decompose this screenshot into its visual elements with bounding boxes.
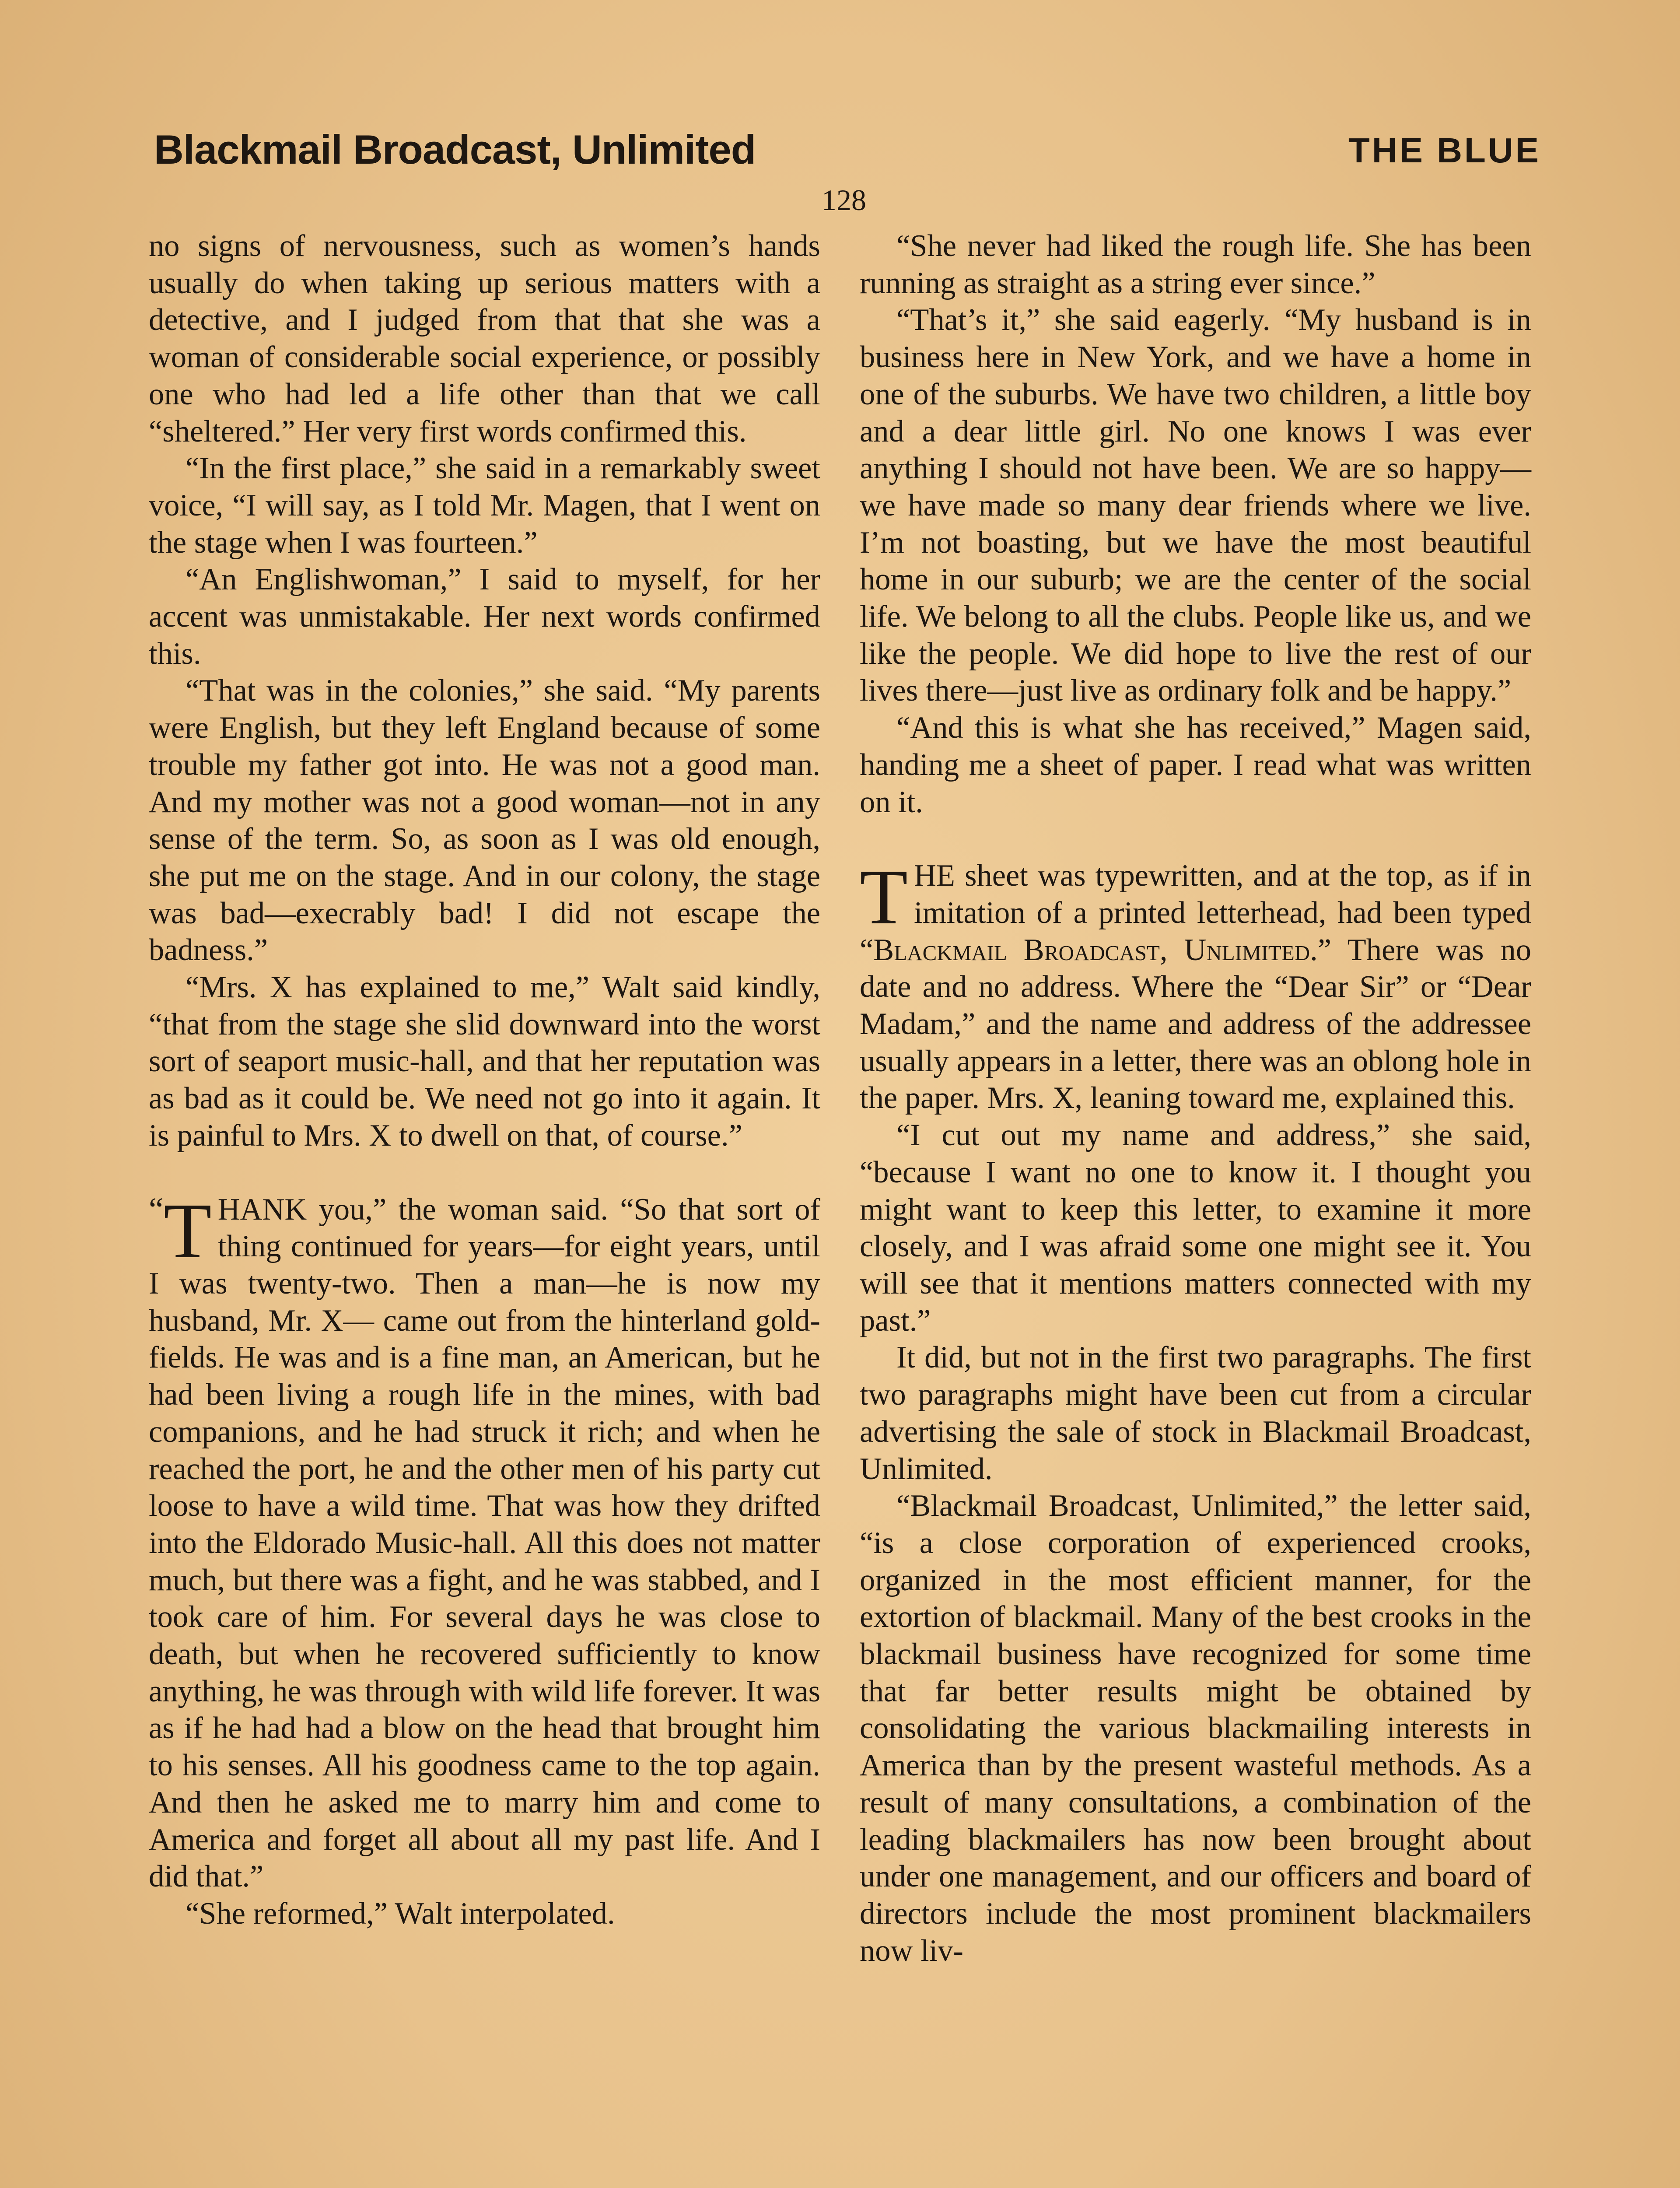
paragraph: “She never had liked the rough life. She has been running as straight as a string ever since.” xyxy=(860,229,1531,300)
opening-quote: “ xyxy=(149,1191,164,1228)
paragraph-text: ” There was no date and no address. Where the “Dear Sir” or “Dear Madam,” and the name and address of the addressee usually appears in a letter, there was an oblong hole in the paper. Mrs. X, leaning toward me, explained this. xyxy=(860,933,1531,1115)
lead-in-caps: HE xyxy=(914,859,955,893)
drop-cap: T xyxy=(163,1187,212,1274)
left-column xyxy=(149,228,820,1932)
section-paragraph xyxy=(149,1187,820,1895)
drop-cap: T xyxy=(860,853,908,941)
paragraph: “An Englishwoman,” I said to myself, for her accent was unmistakable. Her next words confirmed this. xyxy=(149,562,820,671)
paragraph: “In the first place,” she said in a remarkably sweet voice, “I will say, as I told Mr. Magen, that I went on the stage when I was fourteen.” xyxy=(149,451,820,560)
paragraph: “That was in the colonies,” she said. “My parents were English, but they left England because of some trouble my father got into. He was not a good man. And my mother was not a good woman—not in any sense of the term. So, as soon as I was old enough, she put me on the stage. And in our colony, the stage was bad—execrably bad! I did not escape the badness.” xyxy=(149,673,820,968)
paragraph: “I cut out my name and address,” she said, “because I want no one to know it. I thought you might want to keep this letter, to examine it more closely, and I was afraid some one might see it. You will see that it mentions matters connected with my past.” xyxy=(860,1118,1531,1338)
lead-in-caps: HANK xyxy=(217,1192,307,1227)
paragraph-text: sheet was typewritten, and at the top, as if in imitation of a printed letterhead, had been typed “ xyxy=(860,859,1531,967)
page-number: 128 xyxy=(822,183,866,217)
paragraph: “Mrs. X has explained to me,” Walt said kindly, “that from the stage she slid downward into the worst sort of seaport music-hall, and that her reputation was as bad as it could be. We need not go into it again. It is painful to Mrs. X to dwell on that, of course.” xyxy=(149,970,820,1153)
magazine-name: THE BLUE xyxy=(1348,131,1541,170)
letterhead-name: Blackmail Broadcast, Unlimited. xyxy=(873,933,1318,967)
right-column xyxy=(860,228,1531,1969)
paragraph: “She reformed,” Walt interpolated. xyxy=(186,1896,615,1931)
paragraph: It did, but not in the first two paragraphs. The first two paragraphs might have been cut from a circular advertising the sale of stock in Blackmail Broadcast, Unlimited. xyxy=(860,1340,1531,1486)
section-paragraph xyxy=(860,853,1531,1117)
paragraph: “And this is what she has received,” Magen said, handing me a sheet of paper. I read what was written on it. xyxy=(860,711,1531,819)
running-title: Blackmail Broadcast, Unlimited xyxy=(154,126,756,172)
paragraph-text: you,” the woman said. “So that sort of thing continued for years—for eight years, until I was twenty-two. Then a man—he is now my husband, Mr. X— came out from the hinterland gold-fields. He was and is a fine man, an American, but he had been living a rough life in the mines, with bad companions, and he had struck it rich; and when he reached the port, he and the other men of his party cut loose to have a wild time. That was how they drifted into the Eldorado Music-hall. All this does not matter much, but there was a fight, and he was stabbed, and I took care of him. For several days he was close to death, but when he recovered sufficiently to know anything, he was through with wild life forever. It was as if he had had a blow on the head that brought him to his senses. All his goodness came to the top again. And then he asked me to marry him and come to America and forget all about all my past life. And I did that.” xyxy=(149,1192,820,1894)
paragraph: “That’s it,” she said eagerly. “My husband is in business here in New York, and we have a home in one of the suburbs. We have two children, a little boy and a dear little girl. No one knows I was ever anything I should not have been. We are so happy—we have made so many dear friends where we live. I’m not boasting, but we have the most beautiful home in our suburb; we are the center of the social life. We belong to all the clubs. People like us, and we like the people. We did hope to live the rest of our lives there—just live as ordinary folk and be happy.” xyxy=(860,303,1531,708)
paragraph: “Blackmail Broadcast, Unlimited,” the letter said, “is a close corporation of experienced crooks, organized in the most efficient manner, for the extortion of blackmail. Many of the best crooks in the blackmail business have recognized for some time that far better results might be obtained by consolidating the various blackmailing interests in America than by the present wasteful methods. As a result of many consultations, a combination of the leading blackmailers has now been brought about under one management, and our officers and board of directors include the most prominent blackmailers now liv- xyxy=(860,1489,1531,1968)
paragraph: no signs of nervousness, such as women’s hands usually do when taking up serious matters with a detective, and I judged from that that she was a woman of considerable social experience, or possibly one who had led a life other than that we call “sheltered.” Her very first words confirmed this. xyxy=(149,229,820,449)
